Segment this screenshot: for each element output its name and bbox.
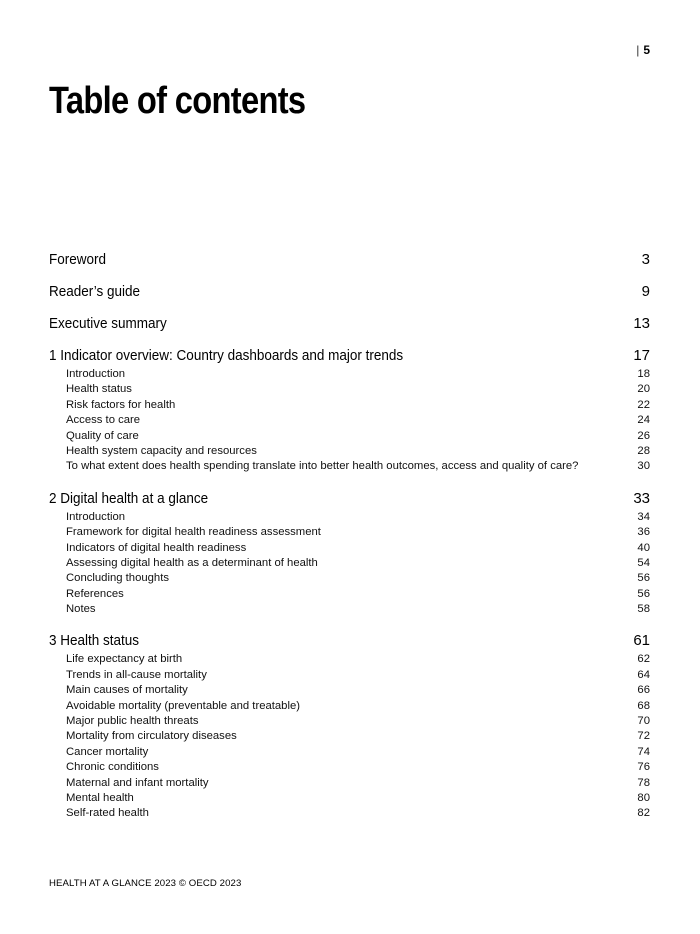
toc-subentry-label: Access to care bbox=[66, 414, 141, 427]
toc-subentry[interactable] bbox=[49, 510, 650, 525]
toc-subentry-page: 26 bbox=[637, 429, 650, 442]
toc-subentry-page: 24 bbox=[637, 414, 650, 427]
toc-subentry-label: Mortality from circulatory diseases bbox=[66, 730, 237, 743]
toc-entry-page: 3 bbox=[641, 251, 650, 268]
toc-subentry-label: Chronic conditions bbox=[66, 761, 159, 774]
toc-chapter bbox=[49, 631, 650, 821]
toc-subentry-label: Concluding thoughts bbox=[66, 572, 170, 585]
toc-chapter-page: 33 bbox=[633, 489, 650, 507]
toc-subentry[interactable] bbox=[49, 571, 650, 586]
toc-subentry-page: 64 bbox=[637, 668, 650, 681]
toc-subentry-label: Health system capacity and resources bbox=[66, 444, 257, 457]
page-footer: HEALTH AT A GLANCE 2023 © OECD 2023 bbox=[49, 878, 242, 889]
toc-subentry[interactable] bbox=[49, 541, 650, 556]
toc-subentry-page: 54 bbox=[637, 556, 650, 569]
toc-subentry-page: 80 bbox=[637, 791, 650, 804]
toc-subentry-label: Main causes of mortality bbox=[66, 684, 188, 697]
toc-subentry-page: 78 bbox=[637, 776, 650, 789]
toc-subentry[interactable] bbox=[49, 714, 650, 729]
toc-subentry[interactable] bbox=[49, 525, 650, 540]
toc-subentry[interactable] bbox=[49, 382, 650, 397]
toc-subentry[interactable] bbox=[49, 745, 650, 760]
toc-chapter-page: 61 bbox=[633, 632, 650, 650]
toc-subentry[interactable] bbox=[49, 587, 650, 602]
toc-subentry-label: Introduction bbox=[66, 510, 126, 523]
toc-chapter bbox=[49, 489, 650, 618]
page-title: Table of contents bbox=[49, 80, 306, 122]
toc-subentry-label: Life expectancy at birth bbox=[66, 653, 183, 666]
toc-subentry-label: Assessing digital health as a determinant of health bbox=[66, 556, 318, 569]
toc-subentry-page: 36 bbox=[637, 526, 650, 539]
toc-subentry[interactable] bbox=[49, 429, 650, 444]
page-number-value: 5 bbox=[643, 43, 650, 57]
toc-subentry-label: Avoidable mortality (preventable and treatable) bbox=[66, 699, 301, 712]
toc-subentry-page: 66 bbox=[637, 684, 650, 697]
toc-subentry-label: Major public health threats bbox=[66, 715, 199, 728]
toc-subentry-label: Quality of care bbox=[66, 429, 139, 442]
toc-subentry[interactable] bbox=[49, 791, 650, 806]
toc-entry-label: Foreword bbox=[49, 251, 107, 268]
toc-subentry-label: Framework for digital health readiness assessment bbox=[66, 526, 321, 539]
toc-subentry-label: To what extent does health spending translate into better health outcomes, access and quality of care? bbox=[66, 460, 579, 473]
toc-subentry-label: Notes bbox=[66, 603, 96, 616]
page-number bbox=[636, 43, 650, 57]
toc-chapter-label: 2 Digital health at a glance bbox=[49, 489, 209, 507]
toc-chapter-page: 17 bbox=[633, 347, 650, 364]
toc-subentry-label: References bbox=[66, 587, 124, 600]
toc-chapter-label: 1 Indicator overview: Country dashboards and major trends bbox=[49, 347, 404, 364]
toc-subentry[interactable] bbox=[49, 413, 650, 428]
toc-subentry[interactable] bbox=[49, 556, 650, 571]
toc-subentry[interactable] bbox=[49, 444, 650, 459]
toc-subentry[interactable] bbox=[49, 602, 650, 617]
toc-subentry-page: 70 bbox=[637, 715, 650, 728]
toc-subentry[interactable] bbox=[49, 367, 650, 382]
toc-subentry-page: 58 bbox=[637, 603, 650, 616]
toc-subentry-label: Introduction bbox=[66, 368, 126, 380]
toc-subentry[interactable] bbox=[49, 459, 650, 474]
toc-subentry-label: Trends in all-cause mortality bbox=[66, 668, 207, 681]
toc-entry-foreword[interactable] bbox=[49, 250, 650, 270]
toc-entry-readers-guide[interactable] bbox=[49, 282, 650, 302]
toc-chapter-label: 3 Health status bbox=[49, 632, 140, 650]
toc-chapters bbox=[49, 346, 650, 822]
toc-subentry-page: 62 bbox=[637, 653, 650, 666]
toc-subentry[interactable] bbox=[49, 668, 650, 683]
toc-subentry-page: 22 bbox=[637, 398, 650, 411]
toc-chapter-heading[interactable] bbox=[49, 489, 650, 509]
toc-entry-page: 13 bbox=[633, 315, 650, 332]
toc-chapter-heading[interactable] bbox=[49, 346, 650, 366]
toc-subentry-page: 34 bbox=[637, 510, 650, 523]
toc-subentry[interactable] bbox=[49, 398, 650, 413]
toc-subentry[interactable] bbox=[49, 729, 650, 744]
toc-subentry[interactable] bbox=[49, 760, 650, 775]
toc-subentry-page: 76 bbox=[637, 761, 650, 774]
toc-subentry-label: Mental health bbox=[66, 791, 134, 804]
toc-subentry[interactable] bbox=[49, 683, 650, 698]
toc-subentry[interactable] bbox=[49, 699, 650, 714]
toc-chapter-heading[interactable] bbox=[49, 631, 650, 651]
toc-subentry-page: 18 bbox=[637, 368, 650, 380]
toc-subentry-page: 20 bbox=[637, 383, 650, 396]
toc-chapter bbox=[49, 346, 650, 475]
toc-subentry-page: 56 bbox=[637, 587, 650, 600]
table-of-contents bbox=[49, 250, 650, 836]
toc-entry-label: Reader’s guide bbox=[49, 283, 141, 300]
toc-entry-page: 9 bbox=[641, 283, 650, 300]
toc-subentry-page: 82 bbox=[637, 807, 650, 820]
toc-subentry-page: 30 bbox=[637, 460, 650, 473]
toc-subentry[interactable] bbox=[49, 776, 650, 791]
toc-top-entries bbox=[49, 250, 650, 334]
toc-subentry-label: Cancer mortality bbox=[66, 745, 149, 758]
toc-entry-executive-summary[interactable] bbox=[49, 314, 650, 334]
toc-subentry-label: Risk factors for health bbox=[66, 398, 176, 411]
toc-subentry-page: 40 bbox=[637, 541, 650, 554]
toc-subentry-label: Indicators of digital health readiness bbox=[66, 541, 247, 554]
toc-subentry-label: Maternal and infant mortality bbox=[66, 776, 209, 789]
toc-subentry-page: 68 bbox=[637, 699, 650, 712]
toc-subentry[interactable] bbox=[49, 652, 650, 667]
toc-subentry-page: 28 bbox=[637, 444, 650, 457]
toc-subentry-page: 74 bbox=[637, 745, 650, 758]
page-number-divider: | bbox=[636, 43, 640, 57]
toc-subentry-page: 72 bbox=[637, 730, 650, 743]
toc-subentry-label: Self-rated health bbox=[66, 807, 149, 820]
toc-subentry-page: 56 bbox=[637, 572, 650, 585]
toc-subentry[interactable] bbox=[49, 806, 650, 821]
toc-entry-label: Executive summary bbox=[49, 315, 167, 332]
toc-subentry-label: Health status bbox=[66, 383, 132, 396]
